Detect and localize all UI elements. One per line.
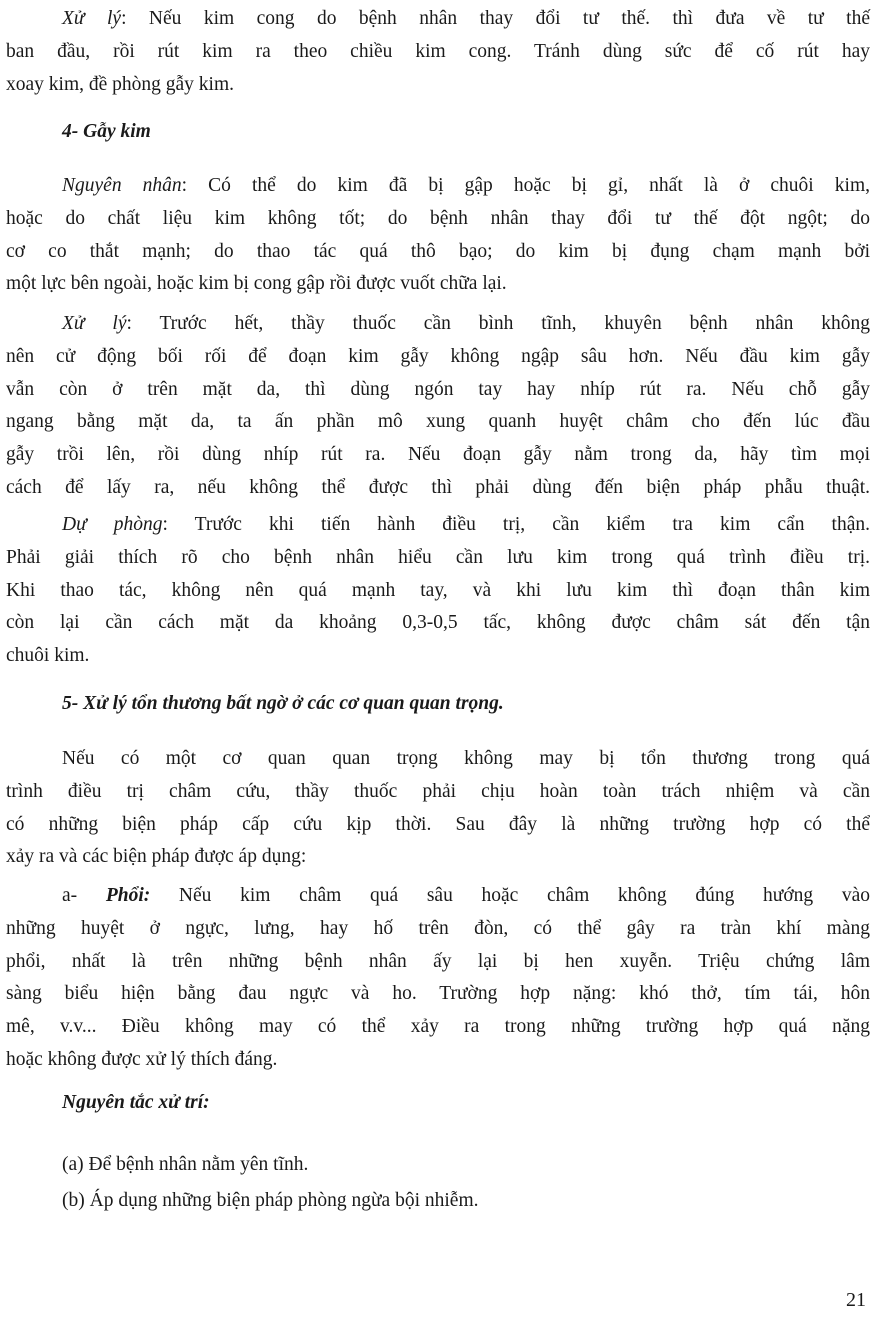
- para3-line-3: vẫn còn ở trên mặt da, thì dùng ngón tay hay nhíp rút ra. Nếu chỗ gẫy: [6, 378, 870, 400]
- para3-line-5: gẫy trồi lên, rồi dùng nhíp rút ra. Nếu đoạn gẫy nằm trong da, hãy tìm mọi: [6, 444, 870, 466]
- para4-line-5: chuôi kim.: [6, 645, 90, 667]
- label-treatment: Xử lý: [62, 313, 127, 334]
- subheading-principles: Nguyên tắc xử trí:: [62, 1092, 210, 1113]
- para2-line-4: một lực bên ngoài, hoặc kim bị cong gập rồi được vuốt chữa lại.: [6, 273, 507, 295]
- para6-line-1: Nếu kim châm quá sâu hoặc châm không đúng hướng vào: [150, 885, 870, 906]
- para5-line-1: Nếu có một cơ quan quan trọng không may bị tổn thương trong quá: [62, 748, 870, 769]
- para4-line-4: còn lại cần cách mặt da khoảng 0,3-0,5 tấc, không được châm sát đến tận: [6, 612, 870, 634]
- para5-line-4: xảy ra và các biện pháp được áp dụng:: [6, 846, 307, 868]
- para3-line-1: : Trước hết, thầy thuốc cần bình tĩnh, khuyên bệnh nhân không: [126, 313, 870, 334]
- principles-list: [6, 1147, 870, 1219]
- section-heading-broken-needle: 4- Gẫy kim: [62, 121, 151, 142]
- page-number: 21: [846, 1289, 866, 1311]
- para4-line-3: Khi thao tác, không nên quá mạnh tay, và khi lưu kim thì đoạn thân kim: [6, 579, 870, 601]
- paragraph-bent-needle-treatment: [6, 3, 870, 101]
- para4-line-2: Phải giải thích rõ cho bệnh nhân hiểu cần lưu kim trong quá trình điều trị.: [6, 546, 870, 568]
- list-item: (b) Áp dụng những biện pháp phòng ngừa bội nhiễm.: [62, 1190, 479, 1211]
- para2-line-1: : Có thể do kim đã bị gập hoặc bị gỉ, nhất là ở chuôi kim,: [181, 175, 870, 196]
- label-lung: Phổi:: [105, 885, 151, 906]
- lung-prefix: a-: [62, 885, 106, 906]
- para1-line-2: ban đầu, rồi rút kim ra theo chiều kim cong. Tránh dùng sức để cố rút hay: [6, 40, 870, 62]
- paragraph-broken-needle-treatment: [6, 308, 870, 505]
- label-cause: Nguyên nhân: [62, 175, 182, 196]
- para3-line-6: cách để lấy ra, nếu không thể được thì phải dùng đến biện pháp phẫu thuật.: [6, 476, 870, 498]
- para2-line-2: hoặc do chất liệu kim không tốt; do bệnh nhân thay đổi tư thế đột ngột; do: [6, 207, 870, 229]
- para2-line-3: cơ co thắt mạnh; do thao tác quá thô bạo; do kim bị đụng chạm mạnh bởi: [6, 240, 870, 262]
- label-prevention: Dự phòng: [62, 514, 163, 535]
- paragraph-prevention: [6, 509, 870, 673]
- para1-line-3: xoay kim, đề phòng gẫy kim.: [6, 73, 235, 95]
- para6-line-2: những huyệt ở ngực, lưng, hay hố trên đòn, có thể gây ra tràn khí màng: [6, 917, 870, 939]
- para6-line-6: hoặc không được xử lý thích đáng.: [6, 1048, 278, 1070]
- para5-line-2: trình điều trị châm cứu, thầy thuốc phải chịu hoàn toàn trách nhiệm và cần: [6, 780, 870, 802]
- para1-line-1: : Nếu kim cong do bệnh nhân thay đổi tư thế. thì đưa về tư thế: [121, 8, 870, 29]
- para6-line-4: sàng biểu hiện bằng đau ngực và ho. Trường hợp nặng: khó thở, tím tái, hôn: [6, 983, 870, 1005]
- label-treatment: Xử lý: [62, 8, 122, 29]
- section-heading-organ-injury: 5- Xử lý tổn thương bất ngờ ở các cơ quan quan trọng.: [62, 693, 504, 714]
- para4-line-1: : Trước khi tiến hành điều trị, cần kiểm tra kim cẩn thận.: [162, 514, 871, 535]
- paragraph-lung: [6, 880, 870, 1077]
- para3-line-2: nên cử động bối rối để đoạn kim gẫy không ngập sâu hơn. Nếu đầu kim gẫy: [6, 345, 870, 367]
- para5-line-3: có những biện pháp cấp cứu kịp thời. Sau đây là những trường hợp có thể: [6, 813, 870, 835]
- para6-line-5: mê, v.v... Điều không may có thể xảy ra trong những trường hợp quá nặng: [6, 1016, 870, 1038]
- para6-line-3: phổi, nhất là trên những bệnh nhân ấy lại bị hen xuyễn. Triệu chứng lâm: [6, 950, 870, 972]
- paragraph-organ-injury-intro: [6, 743, 870, 874]
- para3-line-4: ngang bằng mặt da, ta ấn phần mô xung quanh huyệt châm cho đến lúc đầu: [6, 411, 870, 433]
- list-item: (a) Để bệnh nhân nằm yên tĩnh.: [62, 1154, 309, 1175]
- paragraph-cause: [6, 170, 870, 301]
